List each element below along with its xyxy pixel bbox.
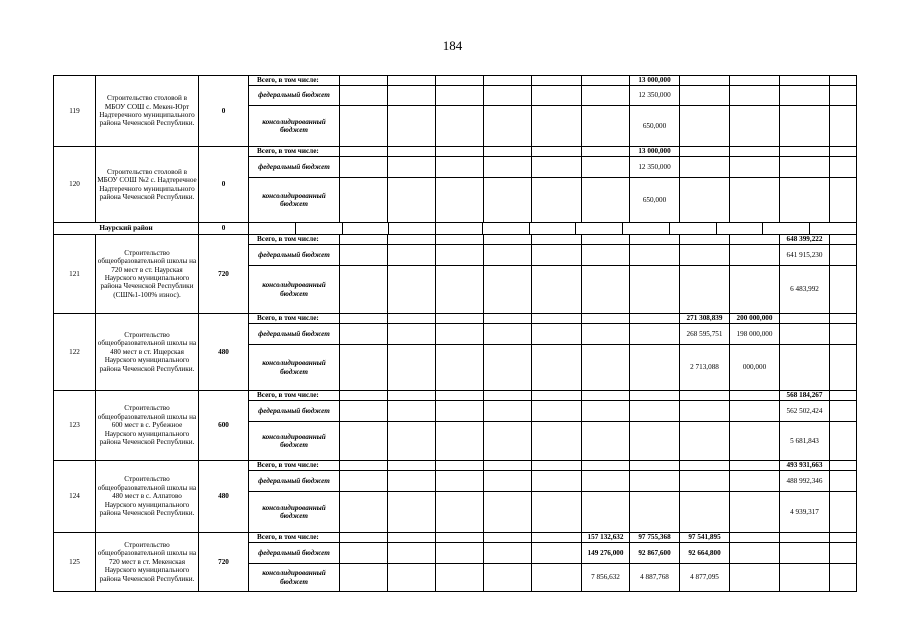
amount-cell: [340, 533, 388, 543]
funding-source: консолидированный бюджет: [249, 345, 340, 391]
table-row: [54, 391, 857, 401]
amount-cell: [630, 345, 680, 391]
amount-cell: [780, 314, 830, 324]
amount-cell: [780, 106, 830, 147]
amount-cell: [436, 391, 484, 401]
amount-cell: [730, 106, 780, 147]
amount-cell: 2 713,088: [680, 345, 730, 391]
amount-cell: [730, 461, 780, 471]
project-number: 122: [54, 314, 96, 391]
amount-cell: 5 681,843: [780, 422, 830, 461]
funding-source: Всего, в том числе:: [249, 391, 340, 401]
amount-cell: [630, 235, 680, 245]
amount-cell: [388, 422, 436, 461]
amount-cell: [582, 178, 630, 223]
amount-cell: [436, 492, 484, 533]
funding-source: Всего, в том числе:: [249, 76, 340, 86]
amount-cell: [830, 422, 857, 461]
amount-cell: [830, 245, 857, 266]
amount-cell: [484, 492, 532, 533]
funding-source: федеральный бюджет: [249, 471, 340, 492]
amount-cell: [582, 157, 630, 178]
amount-cell: [340, 543, 388, 564]
amount-cell: [730, 76, 780, 86]
amount-cell: [582, 471, 630, 492]
funding-source: консолидированный бюджет: [249, 178, 340, 223]
amount-cell: [340, 314, 388, 324]
project-name: Строительство общеобразовательной школы на 720 мест в ст. Наурская Наурского муниципального района Чеченской Республики (СШ№1-100% износ).: [96, 235, 199, 314]
amount-cell: [532, 178, 582, 223]
amount-cell: [388, 345, 436, 391]
amount-cell: [532, 422, 582, 461]
amount-cell: [436, 471, 484, 492]
amount-cell: [436, 245, 484, 266]
amount-cell: 92 664,800: [680, 543, 730, 564]
project-name: Строительство столовой в МБОУ СОШ №2 с. Надтеречное Надтеречного муниципального района Чеченской Республики.: [96, 147, 199, 223]
project-name: Строительство общеобразовательной школы на 480 мест в с. Алпатово Наурского муниципального района Чеченской Республики.: [96, 461, 199, 533]
amount-cell: [582, 401, 630, 422]
project-number: 121: [54, 235, 96, 314]
amount-cell: [680, 76, 730, 86]
project-capacity: 0: [199, 76, 249, 147]
amount-cell: [830, 324, 857, 345]
amount-cell: [388, 245, 436, 266]
amount-cell: 12 350,000: [630, 86, 680, 106]
amount-cell: [680, 178, 730, 223]
funding-source: Всего, в том числе:: [249, 235, 340, 245]
amount-cell: [630, 461, 680, 471]
amount-cell: 198 000,000: [730, 324, 780, 345]
amount-cell: [582, 324, 630, 345]
amount-cell: [730, 86, 780, 106]
amount-cell: [484, 564, 532, 592]
district-row: [54, 223, 857, 235]
amount-cell: [340, 157, 388, 178]
amount-cell: [680, 86, 730, 106]
amount-cell: [484, 86, 532, 106]
amount-cell: [830, 178, 857, 223]
amount-cell: [830, 391, 857, 401]
amount-cell: [388, 314, 436, 324]
amount-cell: 92 867,600: [630, 543, 680, 564]
project-number: 125: [54, 533, 96, 592]
amount-cell: 268 595,751: [680, 324, 730, 345]
amount-cell: [780, 76, 830, 86]
amount-cell: [830, 492, 857, 533]
project-capacity: 0: [199, 147, 249, 223]
amount-cell: [582, 391, 630, 401]
amount-cell: [388, 86, 436, 106]
amount-cell: [532, 245, 582, 266]
amount-cell: [582, 492, 630, 533]
amount-cell: [630, 422, 680, 461]
amount-cell: 271 308,839: [680, 314, 730, 324]
amount-cell: [830, 106, 857, 147]
amount-cell: [484, 543, 532, 564]
amount-cell: [388, 401, 436, 422]
amount-cell: [680, 147, 730, 157]
amount-cell: [680, 471, 730, 492]
amount-cell: [780, 564, 830, 592]
amount-cell: [532, 391, 582, 401]
amount-cell: [582, 314, 630, 324]
amount-cell: 650,000: [630, 178, 680, 223]
amount-cell: [630, 266, 680, 314]
amount-cell: [582, 235, 630, 245]
amount-cell: [780, 86, 830, 106]
amount-cell: [340, 492, 388, 533]
table-row: [54, 533, 857, 543]
amount-cell: [340, 401, 388, 422]
amount-cell: [436, 147, 484, 157]
amount-cell: [582, 245, 630, 266]
amount-cell: [730, 266, 780, 314]
amount-cell: 157 132,632: [582, 533, 630, 543]
page-number: 184: [442, 38, 463, 53]
amount-cell: [730, 245, 780, 266]
amount-cell: [340, 345, 388, 391]
amount-cell: [436, 178, 484, 223]
amount-cell: [780, 324, 830, 345]
amount-cell: [532, 106, 582, 147]
project-capacity: 480: [199, 314, 249, 391]
amount-cell: [830, 314, 857, 324]
amount-cell: [680, 106, 730, 147]
funding-source: федеральный бюджет: [249, 157, 340, 178]
amount-cell: [680, 401, 730, 422]
amount-cell: [630, 492, 680, 533]
amount-cell: 568 184,267: [780, 391, 830, 401]
amount-cell: [730, 543, 780, 564]
amount-cell: [388, 471, 436, 492]
amount-cell: [484, 147, 532, 157]
amount-cell: [484, 178, 532, 223]
amount-cell: [730, 178, 780, 223]
amount-cell: [830, 564, 857, 592]
amount-cell: [532, 157, 582, 178]
amount-cell: [340, 422, 388, 461]
amount-cell: [532, 471, 582, 492]
amount-cell: 6 483,992: [780, 266, 830, 314]
amount-cell: [582, 76, 630, 86]
amount-cell: [582, 106, 630, 147]
amount-cell: [484, 391, 532, 401]
amount-cell: [730, 492, 780, 533]
amount-cell: [340, 266, 388, 314]
amount-cell: [680, 245, 730, 266]
amount-cell: [484, 76, 532, 86]
amount-cell: [484, 422, 532, 461]
amount-cell: [532, 266, 582, 314]
amount-cell: [340, 564, 388, 592]
amount-cell: [730, 401, 780, 422]
amount-cell: [532, 345, 582, 391]
amount-cell: [436, 266, 484, 314]
amount-cell: [388, 157, 436, 178]
amount-cell: [388, 461, 436, 471]
amount-cell: [680, 492, 730, 533]
budget-table: [53, 75, 857, 592]
project-capacity: 600: [199, 391, 249, 461]
project-name: Строительство общеобразовательной школы на 720 мест в ст. Мекенская Наурского муниципального района Чеченской Республики.: [96, 533, 199, 592]
amount-cell: [532, 461, 582, 471]
amount-cell: 650,000: [630, 106, 680, 147]
amount-cell: [436, 345, 484, 391]
amount-cell: 97 755,368: [630, 533, 680, 543]
project-number: 124: [54, 461, 96, 533]
amount-cell: [830, 86, 857, 106]
amount-cell: [532, 324, 582, 345]
amount-cell: [340, 235, 388, 245]
amount-cell: [436, 157, 484, 178]
amount-cell: [830, 401, 857, 422]
amount-cell: [830, 345, 857, 391]
amount-cell: [532, 76, 582, 86]
project-number: 120: [54, 147, 96, 223]
amount-cell: [484, 106, 532, 147]
amount-cell: [780, 543, 830, 564]
amount-cell: 000,000: [730, 345, 780, 391]
amount-cell: [830, 157, 857, 178]
amount-cell: [680, 235, 730, 245]
amount-cell: [388, 76, 436, 86]
amount-cell: [484, 345, 532, 391]
amount-cell: [830, 235, 857, 245]
amount-cell: [484, 314, 532, 324]
amount-cell: [630, 324, 680, 345]
amount-cell: 7 856,632: [582, 564, 630, 592]
project-name: Строительство столовой в МБОУ СОШ с. Мекен-Юрт Надтеречного муниципального района Чеченской Республики.: [96, 76, 199, 147]
project-name: Строительство общеобразовательной школы на 600 мест в с. Рубежное Наурского муниципального района Чеченской Республики.: [96, 391, 199, 461]
amount-cell: [388, 391, 436, 401]
amount-cell: [532, 564, 582, 592]
project-number: 119: [54, 76, 96, 147]
amount-cell: [780, 345, 830, 391]
project-capacity: 720: [199, 533, 249, 592]
amount-cell: [388, 543, 436, 564]
amount-cell: [340, 147, 388, 157]
district-capacity: 0: [199, 223, 249, 235]
amount-cell: 97 541,895: [680, 533, 730, 543]
amount-cell: [436, 324, 484, 345]
funding-source: консолидированный бюджет: [249, 266, 340, 314]
table-row: [54, 147, 857, 157]
amount-cell: [484, 471, 532, 492]
amount-cell: 4 887,768: [630, 564, 680, 592]
amount-cell: [436, 86, 484, 106]
funding-source: федеральный бюджет: [249, 245, 340, 266]
amount-cell: [830, 266, 857, 314]
amount-cell: [340, 471, 388, 492]
amount-cell: [680, 266, 730, 314]
project-name: Строительство общеобразовательной школы на 480 мест в ст. Ищерская Наурского муниципального района Чеченской Республики.: [96, 314, 199, 391]
amount-cell: [436, 106, 484, 147]
amount-cell: [680, 391, 730, 401]
amount-cell: [730, 422, 780, 461]
amount-cell: 12 350,000: [630, 157, 680, 178]
table-body: [54, 76, 857, 592]
funding-source: Всего, в том числе:: [249, 147, 340, 157]
amount-cell: [730, 391, 780, 401]
amount-cell: [730, 471, 780, 492]
amount-cell: [582, 266, 630, 314]
amount-cell: 13 000,000: [630, 76, 680, 86]
amount-cell: [436, 543, 484, 564]
amount-cell: [780, 178, 830, 223]
amount-cell: [436, 235, 484, 245]
amount-cell: [730, 157, 780, 178]
amount-cell: [532, 147, 582, 157]
amount-cell: [532, 543, 582, 564]
amount-cell: [340, 391, 388, 401]
amount-cell: [388, 106, 436, 147]
amount-cell: [436, 533, 484, 543]
amount-cell: [484, 461, 532, 471]
funding-source: Всего, в том числе:: [249, 461, 340, 471]
amount-cell: [730, 533, 780, 543]
funding-source: консолидированный бюджет: [249, 492, 340, 533]
amount-cell: [582, 147, 630, 157]
funding-source: федеральный бюджет: [249, 543, 340, 564]
table-row: [54, 235, 857, 245]
amount-cell: [340, 461, 388, 471]
table-row: [54, 314, 857, 324]
amount-cell: [582, 461, 630, 471]
amount-cell: [830, 533, 857, 543]
amount-cell: [436, 314, 484, 324]
amount-cell: [340, 76, 388, 86]
amount-cell: [340, 178, 388, 223]
amount-cell: [484, 533, 532, 543]
amount-cell: [436, 461, 484, 471]
amount-cell: [436, 401, 484, 422]
amount-cell: [830, 543, 857, 564]
amount-cell: [780, 147, 830, 157]
amount-cell: [532, 492, 582, 533]
amount-cell: [680, 461, 730, 471]
amount-cell: [340, 245, 388, 266]
table-row: [54, 461, 857, 471]
amount-cell: [630, 401, 680, 422]
funding-source: консолидированный бюджет: [249, 106, 340, 147]
funding-source: консолидированный бюджет: [249, 422, 340, 461]
amount-cell: [388, 324, 436, 345]
amount-cell: [388, 178, 436, 223]
amount-cell: [484, 324, 532, 345]
amount-cell: [830, 471, 857, 492]
funding-source: Всего, в том числе:: [249, 533, 340, 543]
amount-cell: [582, 345, 630, 391]
amount-cell: [484, 401, 532, 422]
amount-cell: [532, 401, 582, 422]
amount-cell: [830, 461, 857, 471]
amount-cell: 493 931,663: [780, 461, 830, 471]
amount-cell: [630, 245, 680, 266]
amount-cell: [730, 147, 780, 157]
amount-cell: [532, 533, 582, 543]
amount-cell: 562 502,424: [780, 401, 830, 422]
amount-cell: [680, 422, 730, 461]
amount-cell: [436, 76, 484, 86]
amount-cell: [780, 157, 830, 178]
amount-cell: [388, 147, 436, 157]
district-name: Наурский район: [54, 223, 199, 235]
amount-cell: 200 000,000: [730, 314, 780, 324]
amount-cell: [830, 76, 857, 86]
project-capacity: 720: [199, 235, 249, 314]
amount-cell: [388, 564, 436, 592]
amount-cell: [340, 324, 388, 345]
amount-cell: [340, 106, 388, 147]
amount-cell: [484, 235, 532, 245]
funding-source: федеральный бюджет: [249, 324, 340, 345]
amount-cell: [630, 471, 680, 492]
amount-cell: [532, 235, 582, 245]
amount-cell: [388, 533, 436, 543]
funding-source: консолидированный бюджет: [249, 564, 340, 592]
amount-cell: [340, 86, 388, 106]
amount-cell: 149 276,000: [582, 543, 630, 564]
amount-cell: [630, 391, 680, 401]
project-number: 123: [54, 391, 96, 461]
amount-cell: [780, 533, 830, 543]
amount-cell: 641 915,230: [780, 245, 830, 266]
funding-source: Всего, в том числе:: [249, 314, 340, 324]
amount-cell: [730, 235, 780, 245]
amount-cell: [730, 564, 780, 592]
amount-cell: [532, 86, 582, 106]
amount-cell: [436, 422, 484, 461]
amount-cell: [830, 147, 857, 157]
amount-cell: [532, 314, 582, 324]
amount-cell: [388, 266, 436, 314]
table-row: [54, 76, 857, 86]
district-filler: [249, 223, 857, 235]
amount-cell: [388, 492, 436, 533]
amount-cell: [680, 157, 730, 178]
project-capacity: 480: [199, 461, 249, 533]
amount-cell: [484, 157, 532, 178]
amount-cell: [388, 235, 436, 245]
amount-cell: 4 939,317: [780, 492, 830, 533]
amount-cell: 488 992,346: [780, 471, 830, 492]
amount-cell: 648 399,222: [780, 235, 830, 245]
amount-cell: [630, 314, 680, 324]
amount-cell: [436, 564, 484, 592]
amount-cell: [582, 86, 630, 106]
amount-cell: 4 877,095: [680, 564, 730, 592]
amount-cell: 13 000,000: [630, 147, 680, 157]
amount-cell: [484, 266, 532, 314]
funding-source: федеральный бюджет: [249, 401, 340, 422]
amount-cell: [582, 422, 630, 461]
amount-cell: [484, 245, 532, 266]
funding-source: федеральный бюджет: [249, 86, 340, 106]
